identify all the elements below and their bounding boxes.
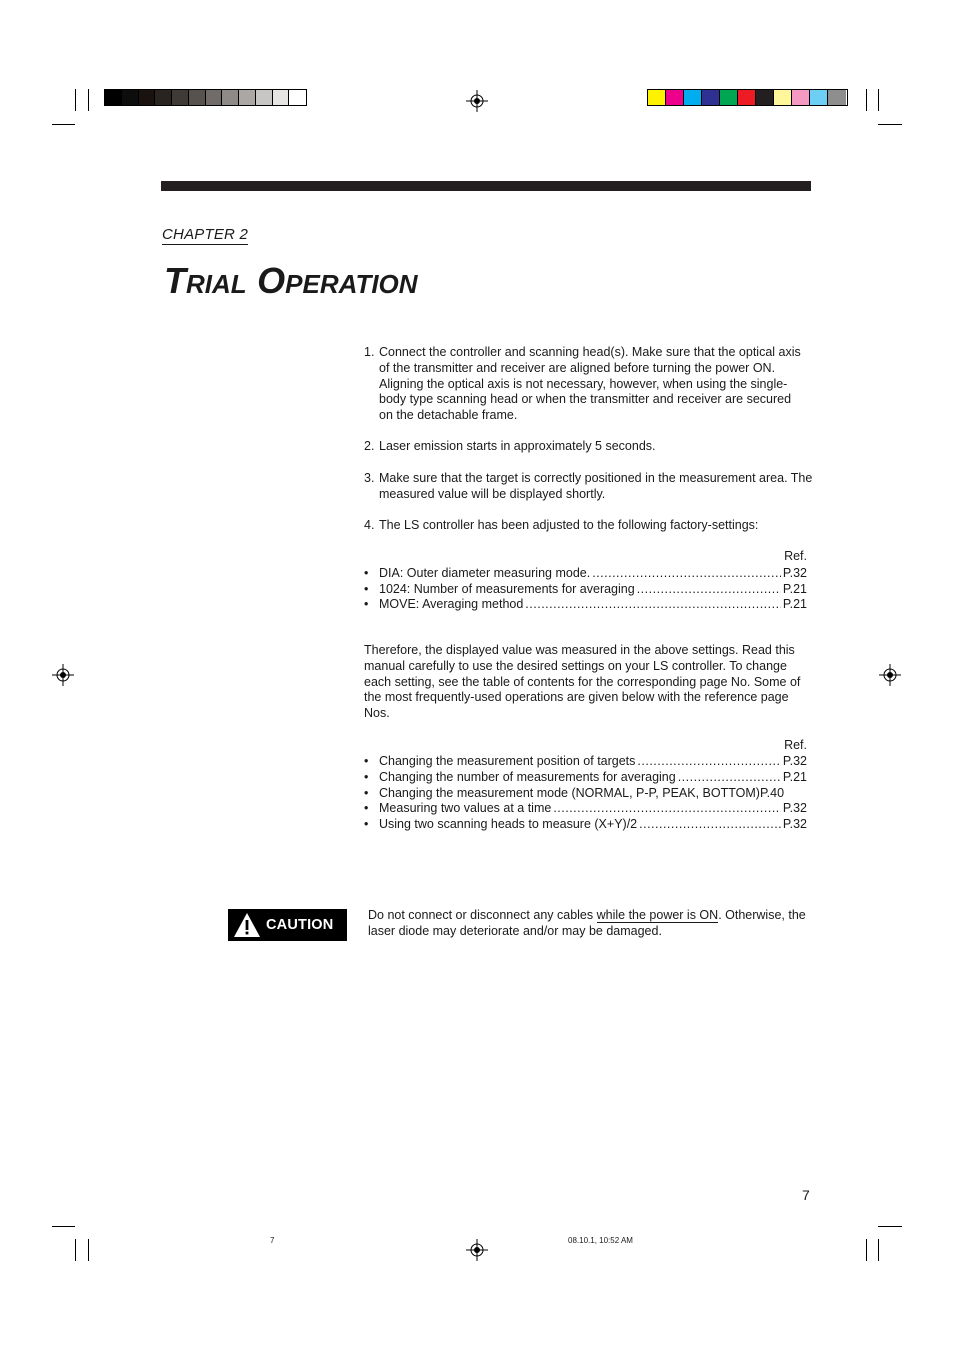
settings-list-item [364,596,807,612]
crop-mark [878,124,902,125]
item-label: Measuring two values at a time [379,801,552,815]
step-item [364,518,814,534]
item-label: Changing the number of measurements for averaging [379,770,676,784]
bullet: • [364,817,369,831]
color-swatch [105,90,122,105]
ref-heading: Ref. [784,549,807,563]
page-title [164,260,418,302]
warning-triangle-icon [232,911,262,939]
bullet: • [364,770,369,784]
color-swatch [122,90,139,105]
crop-mark [52,1226,75,1227]
dot-leader [592,565,781,581]
item-label: DIA: Outer diameter measuring mode. [379,566,591,580]
dot-leader [525,596,781,612]
color-swatch [289,90,306,105]
dot-leader [637,581,781,597]
color-swatch [222,90,239,105]
ref-heading: Ref. [784,738,807,752]
registration-mark-icon [466,1239,488,1261]
caution-text-part: . Otherwise, the laser diode may deteriorate and/or may be damaged. [368,908,806,938]
caution-text-part: Do not connect or disconnect any cables [368,908,597,922]
color-swatch [189,90,206,105]
slug-timestamp: 08.10.1, 10:52 AM [568,1236,633,1245]
operations-list-item [364,753,807,769]
color-swatch [256,90,273,105]
header-rule [161,181,811,191]
color-swatch [684,90,702,105]
dot-leader [639,816,781,832]
color-swatch [239,90,256,105]
operations-list-item [364,800,807,816]
slug-left: 7 [270,1236,275,1245]
step-number: 2. [364,439,375,453]
dot-leader [637,753,780,769]
settings-list-item [364,581,807,597]
item-label: MOVE: Averaging method [379,597,524,611]
bullet: • [364,566,369,580]
crop-mark [866,1239,867,1261]
title-rest: PERATION [285,269,418,299]
page-ref: P.32 [782,566,807,580]
registration-mark-icon [466,90,488,112]
step-number: 4. [364,518,375,532]
chapter-label: CHAPTER 2 [162,226,248,243]
bullet: • [364,754,369,768]
step-item [364,439,814,455]
color-swatch [774,90,792,105]
bullet: • [364,582,369,596]
step-text: Make sure that the target is correctly positioned in the measurement area. The measured value will be displayed shortly. [379,471,813,501]
crop-mark [88,1239,89,1261]
crop-mark [52,124,75,125]
crop-mark [866,89,867,111]
step-item [364,345,804,424]
item-label: Changing the measurement position of targets [379,754,636,768]
item-label: Changing the measurement mode (NORMAL, P-P, PEAK, BOTTOM) [379,786,760,800]
page-ref: P.21 [782,770,807,784]
color-swatch [155,90,172,105]
color-swatch [172,90,189,105]
registration-mark-icon [52,664,74,686]
operations-list-item [364,816,807,832]
title-rest: RIAL [186,269,247,299]
caution-text [368,908,813,940]
color-swatch [139,90,156,105]
caution-label: CAUTION [266,917,334,933]
crop-mark [878,1226,902,1227]
page-ref: P.32 [782,817,807,831]
page-number: 7 [802,1187,810,1203]
bullet: • [364,597,369,611]
color-swatch [666,90,684,105]
color-swatch [702,90,720,105]
settings-list-item [364,565,807,581]
dot-leader [678,769,781,785]
page-ref: P.40 [759,786,785,800]
registration-mark-icon [879,664,901,686]
operations-list-item [364,785,807,801]
crop-mark [878,89,879,111]
step-item [364,471,814,503]
page-ref: P.32 [782,801,807,815]
color-swatch [273,90,290,105]
color-swatch [756,90,774,105]
step-text: Connect the controller and scanning head(s). Make sure that the optical axis of the transmitter and receiver are aligned before turning the power ON. Aligning the optical axis is not necessary, however, when using the single-body type scanning head or when the transmitter and receiver are secured on the detachable frame. [379,345,801,423]
color-swatch [720,90,738,105]
item-label: 1024: Number of measurements for averaging [379,582,635,596]
step-text: The LS controller has been adjusted to the following factory-settings: [379,518,759,532]
item-label: Using two scanning heads to measure (X+Y)/2 [379,817,638,831]
color-swatch [738,90,756,105]
crop-mark [88,89,89,111]
bullet: • [364,801,369,815]
color-swatch [810,90,828,105]
page-ref: P.21 [782,597,807,611]
color-swatch [648,90,666,105]
crop-mark [75,89,76,111]
bullet: • [364,786,369,800]
color-swatch [792,90,810,105]
caution-badge [228,909,347,941]
grayscale-color-bar [104,89,307,106]
operations-list-item [364,769,807,785]
crop-mark [75,1239,76,1261]
title-initial: O [257,260,286,301]
step-number: 1. [364,345,375,359]
crop-mark [878,1239,879,1261]
step-number: 3. [364,471,375,485]
page-ref: P.32 [782,754,807,768]
dot-leader [553,800,781,816]
body-paragraph: Therefore, the displayed value was measured in the above settings. Read this manual carefully to use the desired settings on your LS controller. To change each setting, see the table of contents for the corresponding page No. Some of the most frequently-used operations are given below with the reference page Nos. [364,643,801,721]
process-color-bar [647,89,848,106]
step-text: Laser emission starts in approximately 5 seconds. [379,439,656,453]
caution-underlined-text: while the power is ON [596,908,719,922]
color-swatch [828,90,846,105]
color-swatch [206,90,223,105]
page-ref: P.21 [782,582,807,596]
title-initial: T [164,260,186,301]
